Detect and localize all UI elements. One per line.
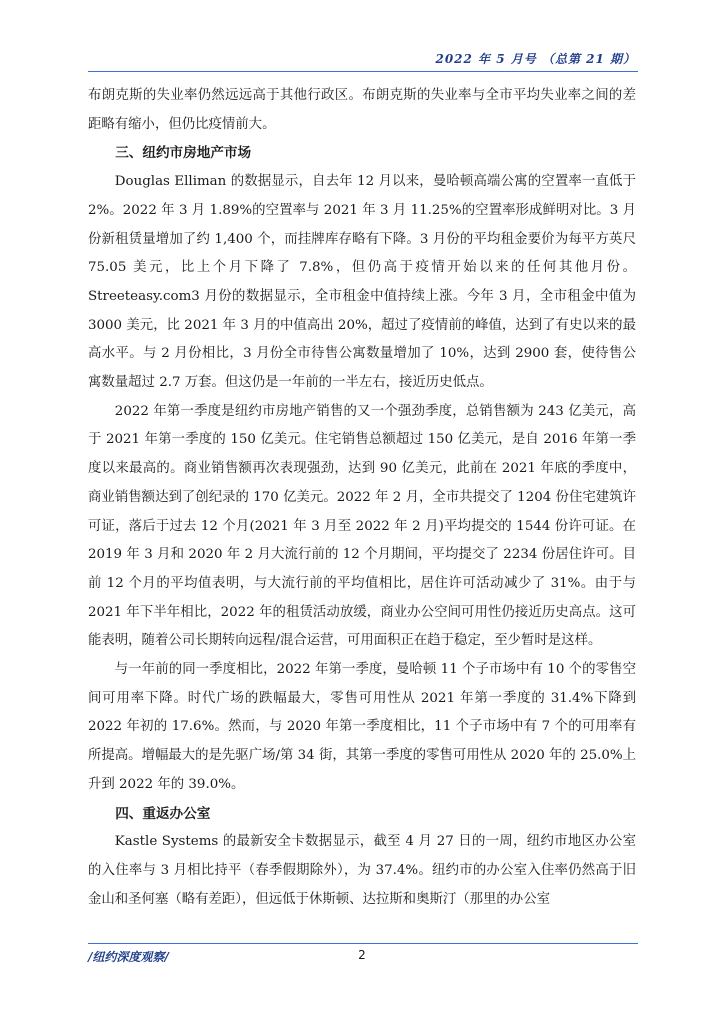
paragraph-bronx-unemployment: 布朗克斯的失业率仍然远远高于其他行政区。布朗克斯的失业率与全市平均失业率之间的差距略有缩小，但仍比疫情前大。 (88, 88, 636, 132)
article-body (88, 82, 636, 914)
paragraph-sales-permits: 2022 年第一季度是纽约市房地产销售的又一个强劲季度，总销售额为 243 亿美元，高于 2021 年第一季度的 150 亿美元。住宅销售总额超过 150 亿美元，是自 2016 年第一季度以来最高的。商业销售额再次表现强劲，达到 90 亿美元，此前在 2021 年底的季度中，商业销售额达到了创纪录的 170 亿美元。2022 年 2 月，全市共提交了 1204 份住宅建筑许可证，落后于过去 12 个月(2021 年 3 月至 2022 年 2 月)平均提交的 1544 份许可证。在 2019 年 3 月和 2020 年 2 月大流行前的 12 个月期间，平均提交了 2234 份居住许可。目前 12 个月的平均值表明，与大流行前的平均值相比，居住许可活动减少了 31%。由于与 2021 年下半年相比，2022 年的租赁活动放缓，商业办公空间可用性仍接近历史高点。这可能表明，随着公司长期转向远程/混合运营，可用面积正在趋于稳定，至少暂时是这样。 (88, 403, 636, 649)
section-heading-return-to-office: 四、重返办公室 (115, 805, 211, 822)
publication-name: /纽约深度观察/ (88, 950, 169, 964)
paragraph-office-occupancy: Kastle Systems 的最新安全卡数据显示，截至 4 月 27 日的一周，纽约市地区办公室的入住率与 3 月相比持平（春季假期除外），为 37.4%。纽约市的办公室入住率仍然高于旧金山和圣何塞（略有差距），但远低于休斯顿、达拉斯和奥斯汀（那里的办公室 (88, 834, 636, 907)
section-heading-real-estate: 三、纽约市房地产市场 (115, 145, 252, 162)
paragraph-retail-availability: 与一年前的同一季度相比，2022 年第一季度，曼哈顿 11 个子市场中有 10 个的零售空间可用率下降。时代广场的跌幅最大，零售可用性从 2021 年第一季度的 31.4%下降到 2022 年初的 17.6%。然而，与 2020 年第一季度相比，11 个子市场中有 7 个的可用率有所提高。增幅最大的是先驱广场/第 34 街，其第一季度的零售可用性从 2020 年的 25.0%上升到 2022 年的 39.0%。 (88, 662, 636, 792)
issue-header: 2022 年 5 月号 （总第 21 期） (435, 52, 636, 66)
header-divider (88, 71, 638, 72)
page-number: 2 (358, 948, 366, 962)
footer-divider (88, 943, 638, 944)
paragraph-rental-market: Douglas Elliman 的数据显示，自去年 12 月以来，曼哈顿高端公寓的空置率一直低于 2%。2022 年 3 月 1.89%的空置率与 2021 年 3 月 11.25%的空置率形成鲜明对比。3 月份新租赁量增加了约 1,400 个，而挂牌库存略有下降。3 月份的平均租金要价为每平方英尺 75.05 美元，比上个月下降了 7.8%，但仍高于疫情开始以来的任何其他月份。Streeteasy.com3 月份的数据显示，全市租金中值持续上涨。今年 3 月，全市租金中值为 3000 美元，比 2021 年 3 月的中值高出 20%，超过了疫情前的峰值，达到了有史以来的最高水平。与 2 月份相比，3 月份全市待售公寓数量增加了 10%，达到 2900 套，使待售公寓数量超过 2.7 万套。但这仍是一年前的一半左右，接近历史低点。 (88, 174, 636, 391)
